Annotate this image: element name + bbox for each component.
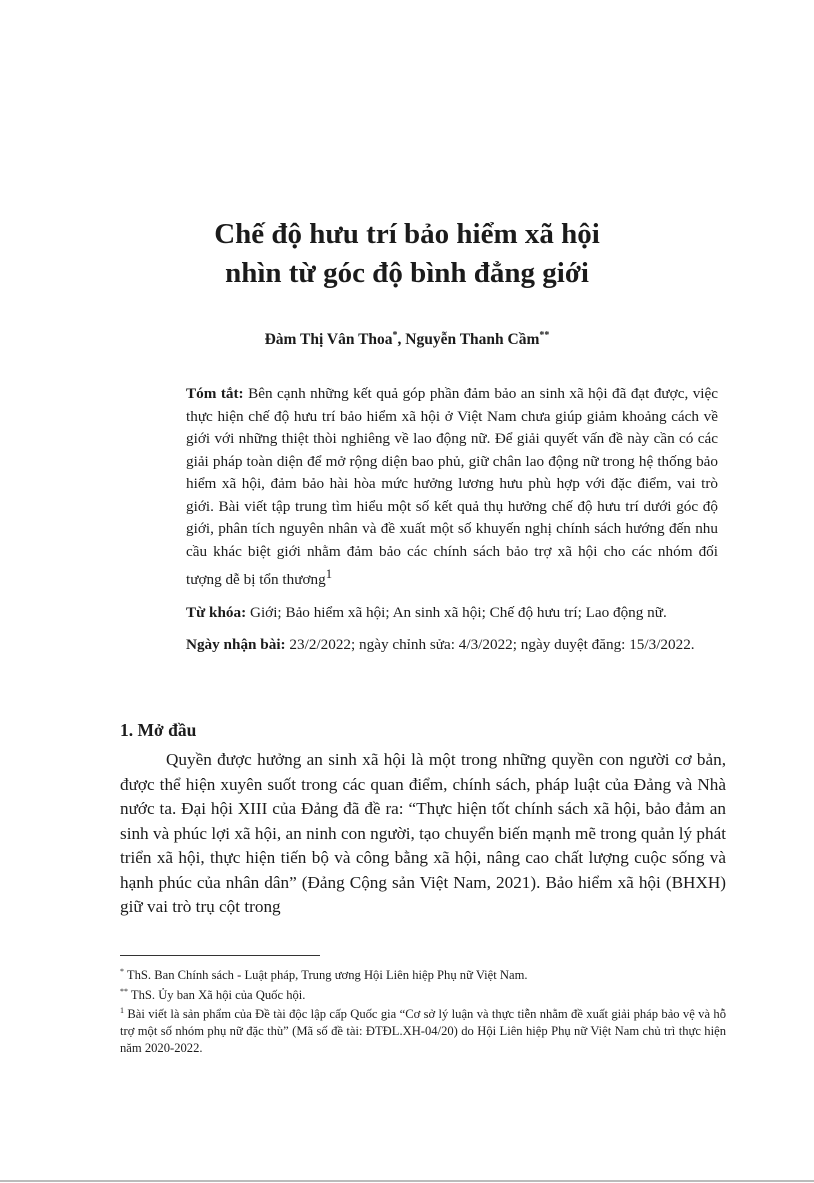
author-1-mark: *	[392, 330, 398, 341]
author-2-mark: **	[539, 330, 550, 341]
footnote-divider	[120, 955, 320, 956]
body-paragraph: Quyền được hưởng an sinh xã hội là một trong những quyền con người cơ bản, được thể hiện xuyên suốt trong các quan điểm, chính sách, pháp luật của Đảng và Nhà nước ta. Đại hội XIII của Đảng đã đề ra: “Thực hiện tốt chính sách xã hội, bảo đảm an sinh và phúc lợi xã hội, an ninh con người, tạo chuyển biến mạnh mẽ trong quản lý phát triển xã hội, thực hiện tiến bộ và công bằng xã hội, nâng cao chất lượng cuộc sống và hạnh phúc của nhân dân” (Đảng Cộng sản Việt Nam, 2021). Bảo hiểm xã hội (BHXH) giữ vai trò trụ cột trong	[120, 750, 726, 916]
section-heading: 1. Mở đầu	[120, 720, 197, 740]
footnote-1-text: ThS. Ban Chính sách - Luật pháp, Trung ương Hội Liên hiệp Phụ nữ Việt Nam.	[124, 968, 528, 983]
footnote-3-mark: 1	[120, 1006, 124, 1016]
keywords-paragraph	[186, 602, 718, 625]
article-title	[100, 215, 714, 293]
footnote-3	[120, 1003, 726, 1056]
author-1: Đàm Thị Vân Thoa	[264, 331, 393, 349]
dates-paragraph	[186, 634, 718, 657]
dates-text: 23/2/2022; ngày chỉnh sửa: 4/3/2022; ngày duyệt đăng: 15/3/2022.	[285, 636, 695, 654]
keywords-label: Từ khóa:	[186, 603, 247, 621]
title-line-2: nhìn từ góc độ bình đẳng giới	[225, 257, 589, 289]
abstract-block	[186, 383, 718, 657]
footnotes	[120, 964, 726, 1056]
footnote-2-text: ThS. Ủy ban Xã hội của Quốc hội.	[128, 987, 306, 1002]
dates-label: Ngày nhận bài:	[186, 636, 286, 654]
abstract-text: Bên cạnh những kết quả góp phần đảm bảo an sinh xã hội đã đạt được, việc thực hiện chế độ hưu trí bảo hiểm xã hội ở Việt Nam chưa giúp giảm khoảng cách về giới với những thiệt thòi nghiêng về lao động nữ. Để giải quyết vấn đề này cần có các giải pháp toàn diện để mở rộng diện bao phủ, giữ chân lao động nữ trong hệ thống bảo hiểm xã hội, đảm bảo hài hòa mức hưởng lương hưu phù hợp với đặc điểm, vai trò giới. Bài viết tập trung tìm hiểu một số kết quả thụ hưởng chế độ hưu trí dưới góc độ giới, phân tích nguyên nhân và đề xuất một số khuyến nghị chính sách hướng đến nhu cầu khác biệt giới nhằm đảm bảo các chính sách bảo trợ xã hội cho các nhóm đối tượng dễ bị tổn thương	[186, 385, 718, 589]
title-line-1: Chế độ hưu trí bảo hiểm xã hội	[214, 218, 600, 250]
footnote-3-text: Bài viết là sản phẩm của Đề tài độc lập cấp Quốc gia “Cơ sở lý luận và thực tiễn nhằm đề xuất giải pháp bảo vệ và hỗ trợ một số nhóm phụ nữ đặc thù” (Mã số đề tài: ĐTĐL.XH-04/20) do Hội Liên hiệp Phụ nữ Việt Nam chủ trì thực hiện năm 2020-2022.	[120, 1007, 726, 1055]
abstract-footnote-mark: 1	[325, 567, 333, 581]
abstract-label: Tóm tắt:	[186, 385, 244, 402]
footnote-1	[120, 964, 726, 984]
footnote-2	[120, 984, 726, 1004]
author-line	[100, 330, 714, 349]
abstract-paragraph	[186, 383, 718, 592]
author-2: Nguyễn Thanh Cầm	[405, 331, 540, 349]
page-bottom-edge	[0, 1180, 814, 1182]
author-separator: ,	[397, 331, 406, 349]
body-text	[120, 748, 726, 920]
keywords-text: Giới; Bảo hiểm xã hội; An sinh xã hội; Chế độ hưu trí; Lao động nữ.	[246, 603, 667, 621]
footnote-1-mark: *	[120, 967, 124, 976]
footnote-2-mark: **	[120, 986, 128, 996]
